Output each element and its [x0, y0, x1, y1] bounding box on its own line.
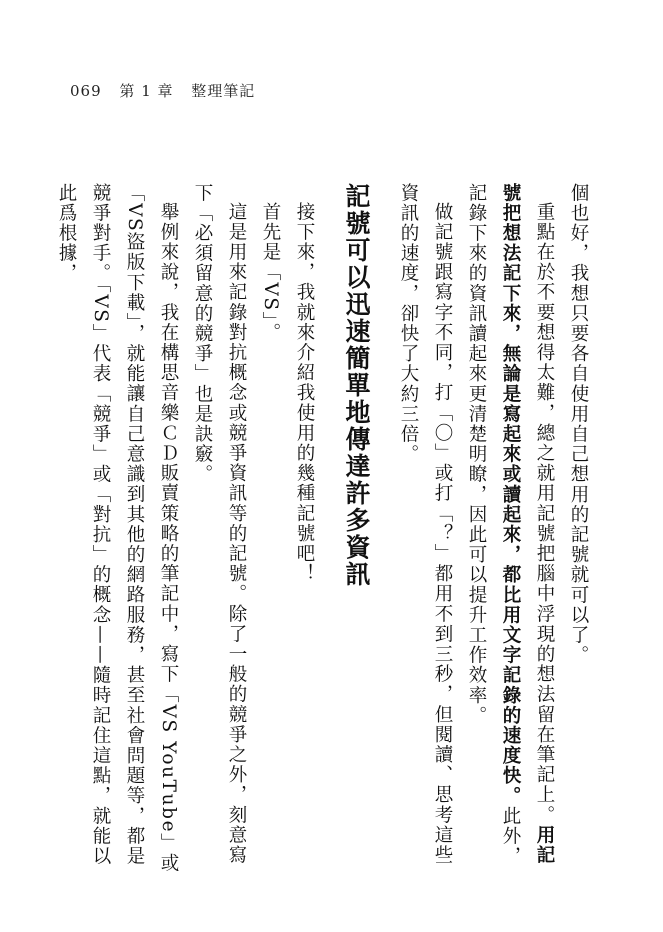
section-heading: 記號可以迅速簡單地傳達許多資訊 — [342, 183, 371, 588]
paragraph-first-vs: 首先是「VS」。 — [260, 201, 281, 343]
page-number: 069 — [70, 82, 102, 100]
chapter-number: 第 1 章 — [119, 82, 174, 100]
running-header — [70, 80, 267, 101]
paragraph-key-point — [459, 183, 561, 883]
paragraph-key-point-after: 此外，記錄下來的資訊讀起來更清楚明瞭，因此可以提升工作效率。 — [466, 183, 521, 867]
chapter-title: 整理筆記 — [191, 82, 256, 100]
paragraph-continuation: 個也好，我想只要各自使用自己想用的記號就可以了。 — [568, 183, 589, 666]
paragraph-symbol-speed: 做記號跟寫字不同，打「〇」或打「？」都用不到三秒，但閱讀、思考這些資訊的速度，卻快了大約三倍。 — [398, 183, 453, 865]
vertical-body-text — [55, 183, 595, 883]
paragraph-vs-example: 舉例來說，我在構思音樂ＣＤ販賣策略的筆記中，寫下「VS YouTube」或「VS盜版下載」，就能讓自己意識到其他的網路服務，甚至社會問題等，都是競爭對手。「VS」代表「競爭」或「對抗」的概念——隨時記住這點，就能以此爲根據， — [56, 183, 179, 873]
paragraph-key-point-intro: 重點在於不要想得太難，總之就用記號把腦中浮現的想法留在筆記上。 — [534, 201, 555, 825]
paragraph-vs-meaning: 這是用來記錄對抗概念或競爭資訊等的記號。除了一般的競爭之外，刻意寫下「必須留意的競爭」也是訣竅。 — [192, 183, 247, 865]
paragraph-key-point-bold: 用記號把想法記下來，無論是寫起來或讀起來，都比用文字記錄的速度快。 — [500, 183, 555, 865]
paragraph-intro-symbols: 接下來，我就來介紹我使用的幾種記號吧！ — [294, 201, 315, 584]
